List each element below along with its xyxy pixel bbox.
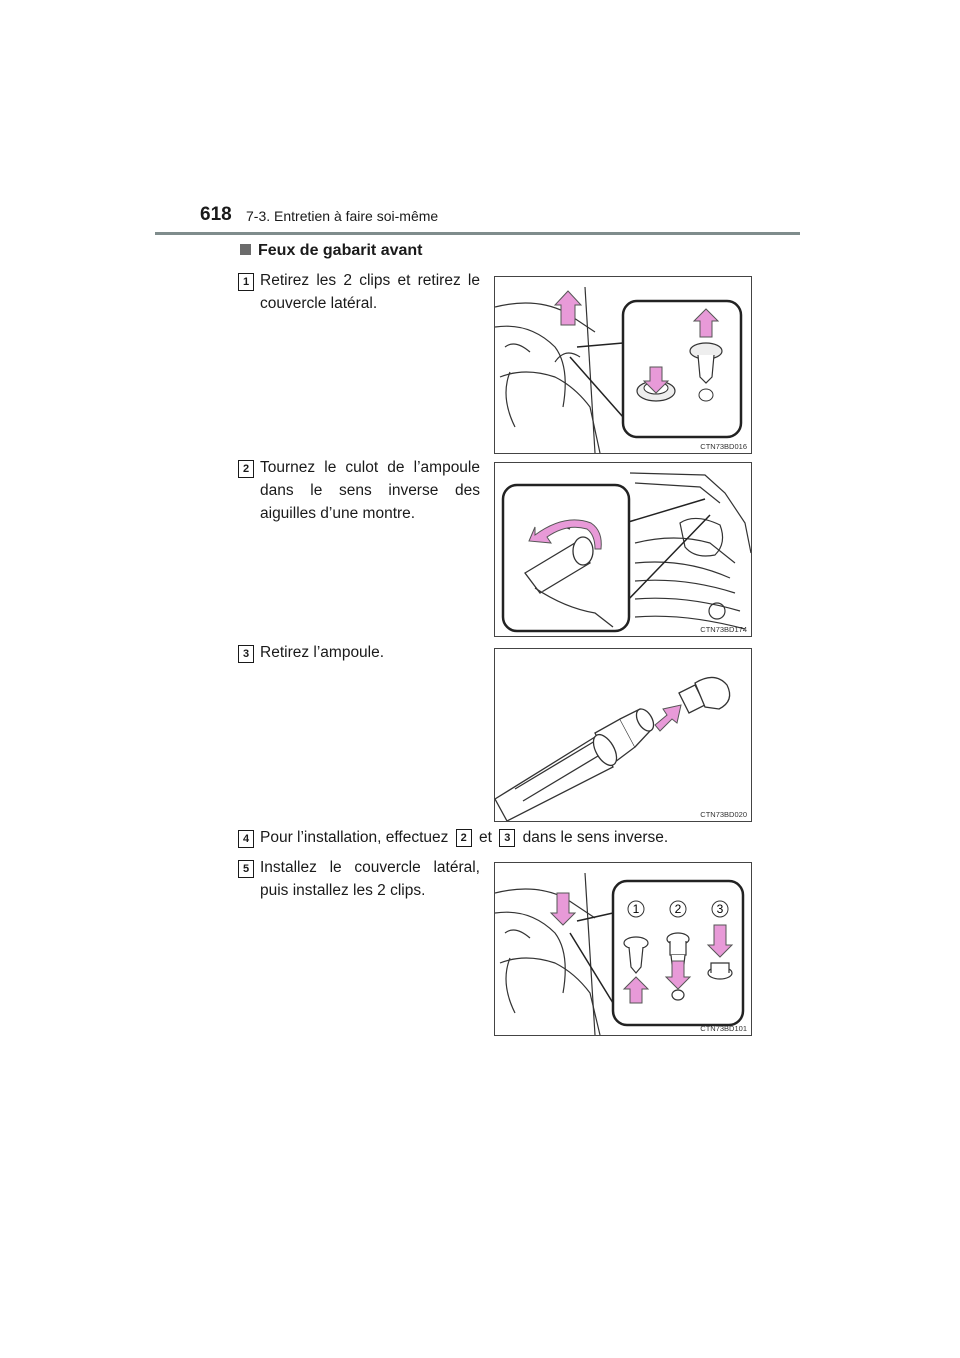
- callout-line: [577, 343, 623, 347]
- figure-remove-clips: [494, 276, 752, 454]
- step-3-text: Retirez l’ampoule.: [260, 644, 385, 661]
- callout-number-3: 3: [716, 902, 724, 916]
- step-1-text: Retirez les 2 clips et retirez le couvercle latéral.: [260, 272, 480, 312]
- figure-install-clips: [494, 862, 752, 1036]
- step-number-3: 3: [238, 645, 254, 663]
- figure-code: CTN73BD020: [700, 810, 747, 819]
- bulb: [679, 677, 730, 713]
- header-rule: [155, 232, 800, 235]
- pull-arrow-icon: [655, 705, 681, 731]
- callout-number-1: 1: [632, 902, 640, 916]
- figure-remove-bulb-drawing: [495, 649, 751, 821]
- figure-remove-clips-drawing: [495, 277, 751, 453]
- page-header: [200, 204, 800, 234]
- figure-remove-bulb: [494, 648, 752, 822]
- step-ref-3: 3: [499, 829, 515, 847]
- section-heading: [240, 242, 423, 260]
- figure-install-clips-drawing: [495, 863, 751, 1035]
- page-number: 618: [200, 204, 232, 225]
- step-4-text: Pour l’installation, effectuez 2 et 3 dans le sens inverse.: [260, 829, 669, 846]
- figure-code: CTN73BD174: [700, 625, 747, 634]
- figure-turn-bulb-base-drawing: [495, 463, 751, 636]
- step-number-1: 1: [238, 273, 254, 291]
- step-number-4: 4: [238, 830, 254, 848]
- step-number-2: 2: [238, 460, 254, 478]
- figure-code: CTN73BD101: [700, 1024, 747, 1033]
- step-5-text: Installez le couvercle latéral, puis installez les 2 clips.: [260, 859, 480, 899]
- step-ref-2: 2: [456, 829, 472, 847]
- detail-callout: [623, 301, 741, 437]
- push-arrow-icon: [551, 893, 575, 925]
- callout-line: [570, 357, 623, 417]
- square-bullet-icon: [240, 244, 251, 255]
- step-number-5: 5: [238, 860, 254, 878]
- step-2-text: Tournez le culot de l’ampoule dans le sens inverse des aiguilles d’une montre.: [260, 459, 480, 522]
- callout-number-2: 2: [674, 902, 682, 916]
- figure-code: CTN73BD016: [700, 442, 747, 451]
- section-title: 7-3. Entretien à faire soi-même: [246, 208, 439, 224]
- figure-turn-bulb-base: [494, 462, 752, 637]
- heading-text: Feux de gabarit avant: [258, 242, 423, 259]
